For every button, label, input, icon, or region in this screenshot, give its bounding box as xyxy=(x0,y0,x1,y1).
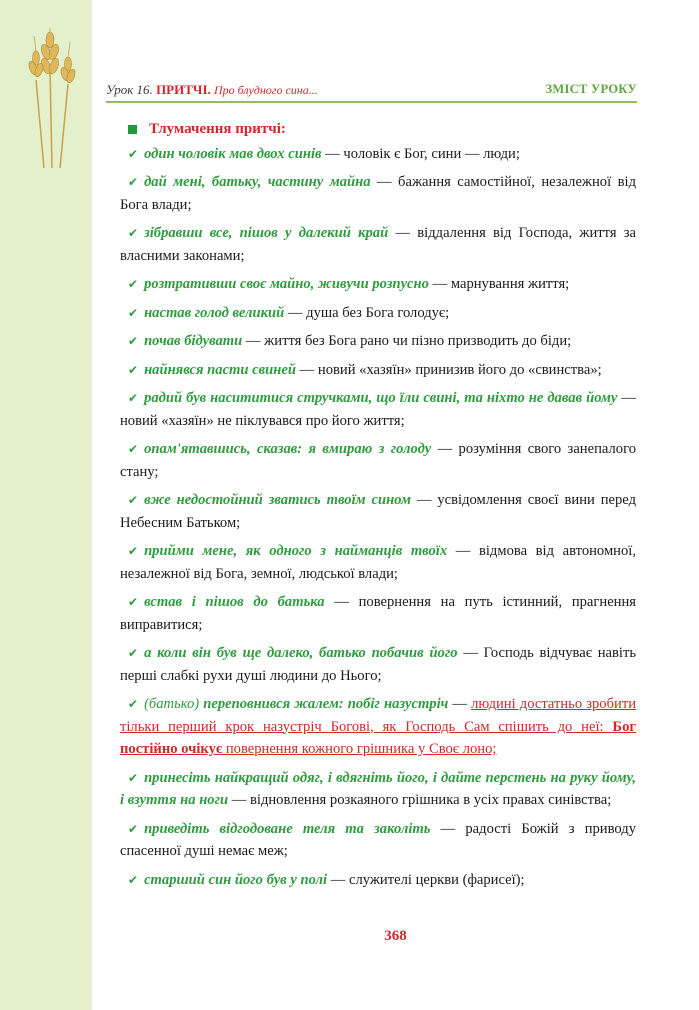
section-title: Тлумачення притчі: xyxy=(149,121,286,137)
item-explanation: — відмова від автономної, незалежної від Бога, земної, людської влади; xyxy=(120,543,636,582)
item-explanation: — новий «хазяїн» принизив його до «свинства»; xyxy=(296,361,602,378)
item-key: найнявся пасти свиней xyxy=(144,361,296,378)
header-breadcrumb xyxy=(106,82,318,98)
checkmark-icon: ✔ xyxy=(128,442,139,456)
item-key: почав бідувати xyxy=(144,333,243,349)
item-highlight-bold: Бог постійно очікує xyxy=(120,718,636,757)
checkmark-icon: ✔ xyxy=(128,646,139,660)
checkmark-icon: ✔ xyxy=(128,334,139,348)
item-key: приведіть відгодоване теля та заколіть xyxy=(144,820,431,837)
item-key: опам'ятавшись, сказав: я вмираю з голоду xyxy=(144,441,432,457)
checkmark-icon: ✔ xyxy=(128,277,139,291)
contents-label: ЗМІСТ УРОКУ xyxy=(545,82,637,96)
checkmark-icon: ✔ xyxy=(128,544,139,558)
checkmark-icon: ✔ xyxy=(128,770,139,785)
item-key: прийми мене, як одного з найманців твоїх xyxy=(144,543,448,559)
square-bullet-icon xyxy=(128,125,137,134)
list-item xyxy=(120,273,636,296)
subtitle-label: Про блудного сина... xyxy=(214,83,318,97)
checkmark-icon: ✔ xyxy=(128,226,139,240)
page-header xyxy=(92,78,699,102)
item-key: настав голод великий xyxy=(144,304,285,321)
item-dash: — xyxy=(448,696,472,712)
checkmark-icon: ✔ xyxy=(128,146,139,161)
item-explanation: — життя без Бога рано чи пізно призводить до біди; xyxy=(242,333,572,349)
list-item xyxy=(120,171,636,216)
main-content xyxy=(120,118,636,897)
list-item xyxy=(120,387,636,432)
checkmark-icon: ✔ xyxy=(128,493,139,507)
item-key: переповнився жалем: побіг назустріч xyxy=(199,696,449,712)
list-item xyxy=(120,540,636,585)
item-explanation: — чоловік є Бог, сини — люди; xyxy=(321,145,520,162)
item-explanation: — новий «хазяїн» не піклувався про його життя; xyxy=(120,390,636,429)
item-explanation: — відновлення розкаяного грішника в усіх правах синівства; xyxy=(228,792,612,808)
header-divider xyxy=(106,101,637,103)
item-prefix: (батько) xyxy=(144,696,200,712)
list-item xyxy=(120,642,636,687)
list-item xyxy=(120,302,636,325)
item-explanation: — душа без Бога голодує; xyxy=(284,304,450,321)
list-item-special xyxy=(120,693,636,761)
item-key: встав і пішов до батька xyxy=(144,594,325,610)
item-explanation: — бажання самостійної, незалежної від Бога влади; xyxy=(120,174,636,213)
item-explanation: — марнування життя; xyxy=(428,276,570,292)
wheat-icon xyxy=(22,28,82,168)
list-item xyxy=(120,438,636,483)
list-item xyxy=(120,143,636,166)
item-explanation: — повернення на путь істинний, прагнення виправитися; xyxy=(120,594,637,633)
list-item xyxy=(120,767,636,812)
interpretation-list-continued xyxy=(120,767,636,892)
checkmark-icon: ✔ xyxy=(128,872,139,887)
item-key: розтративши своє майно, живучи розпусно xyxy=(144,276,429,292)
item-explanation: — віддалення від Господа, життя за власними законами; xyxy=(120,225,636,264)
checkmark-icon: ✔ xyxy=(128,697,139,711)
checkmark-icon: ✔ xyxy=(128,175,139,189)
item-explanation: — усвідомлення своєї вини перед Небесним Батьком; xyxy=(120,492,637,531)
list-item xyxy=(120,330,636,353)
topic-label: ПРИТЧІ. xyxy=(156,82,211,97)
sidebar-band xyxy=(0,0,92,1010)
item-explanation: — служителі церкви (фарисеї); xyxy=(327,871,525,888)
list-item xyxy=(120,489,636,534)
checkmark-icon: ✔ xyxy=(128,391,139,405)
checkmark-icon: ✔ xyxy=(128,305,139,320)
item-key: вже недостойний зватись твоїм сином xyxy=(144,492,411,508)
item-key: радий був насититися стручками, що їли свині, та ніхто не давав йому xyxy=(144,390,618,406)
interpretation-list xyxy=(120,143,636,688)
list-item xyxy=(120,818,636,863)
item-key: дай мені, батьку, частину майна xyxy=(144,174,371,190)
item-key: старший син його був у полі xyxy=(144,871,328,888)
item-explanation: — розуміння свого занепалого стану; xyxy=(120,441,636,480)
item-key: принесіть найкращий одяг, і вдягніть його, і дайте перстень на руку йому, і взуття на ноги xyxy=(120,769,636,808)
checkmark-icon: ✔ xyxy=(128,595,139,609)
item-highlight: людині достатньо зробити тільки перший крок назустріч Богові, як Господь Сам спішить до неї: xyxy=(120,696,637,735)
item-explanation: — Господь відчуває навіть перші слабкі рухи душі людини до Нього; xyxy=(120,645,636,684)
item-key: а коли він був ще далеко, батько побачив його xyxy=(144,645,458,661)
list-item xyxy=(120,591,636,636)
checkmark-icon: ✔ xyxy=(128,821,139,836)
lesson-label: Урок 16. xyxy=(106,82,153,97)
item-explanation: — радості Божій з приводу спасенної душі немає меж; xyxy=(120,820,637,859)
item-highlight-end: повернення кожного грішника у Своє лоно; xyxy=(222,741,497,757)
section-heading xyxy=(128,118,636,141)
item-key: один чоловік мав двох синів xyxy=(144,145,322,162)
list-item xyxy=(120,222,636,267)
page-number: 368 xyxy=(384,928,407,944)
checkmark-icon: ✔ xyxy=(128,362,139,377)
list-item xyxy=(120,869,636,892)
list-item xyxy=(120,359,636,382)
item-key: зібравши все, пішов у далекий край xyxy=(144,225,389,241)
